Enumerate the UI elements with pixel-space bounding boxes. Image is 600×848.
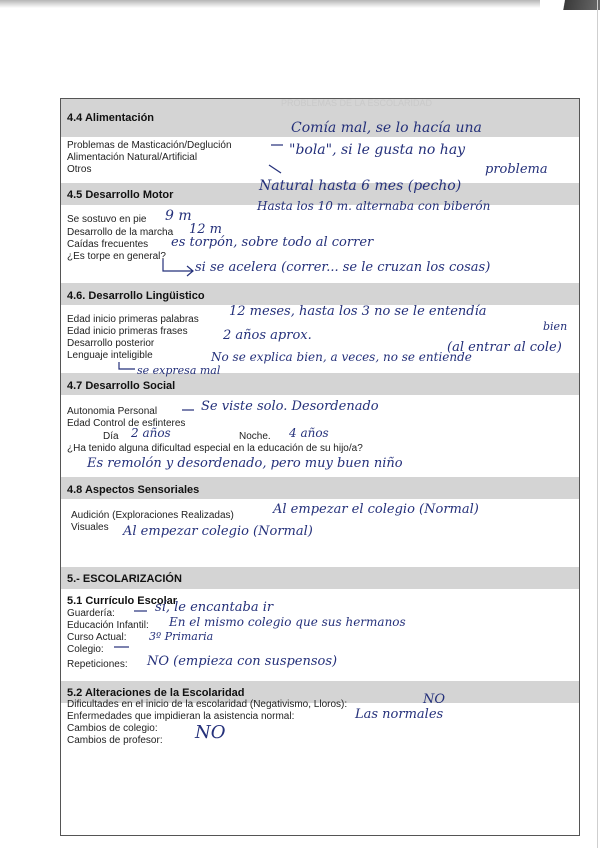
hw-masticacion-2: "bola", si le gusta no hay: [289, 142, 466, 158]
heading-social: 4.7 Desarrollo Social: [67, 380, 176, 392]
hw-sostuvo: 9 m: [165, 208, 192, 224]
label-otros: Otros: [67, 164, 92, 175]
heading-curriculo: 5.1 Currículo Escolar: [67, 595, 178, 607]
hw-otros: Hasta los 10 m. alternaba con biberón: [257, 199, 491, 213]
hw-curso: 3º Primaria: [149, 630, 214, 643]
label-primeras-palabras: Edad inicio primeras palabras: [67, 314, 199, 325]
hw-autonomia: Se viste solo. Desordenado: [201, 399, 379, 414]
hw-inteligible: No se explica bien, a veces, no se entiende: [211, 350, 472, 364]
label-alimentacion-natural: Alimentación Natural/Artificial: [67, 152, 198, 163]
ink-arrow-torpe: [159, 257, 199, 279]
label-dia: Día: [103, 431, 119, 442]
ink-dash-colegio: [111, 643, 135, 651]
heading-escolarizacion: 5.- ESCOLARIZACIÓN: [67, 573, 182, 585]
label-autonomia: Autonomia Personal: [67, 406, 158, 417]
ink-strokes-alimentacion: [261, 139, 291, 179]
label-sostuvo: Se sostuvo en pie: [67, 214, 147, 225]
hw-infantil: En el mismo colegio que sus hermanos: [169, 615, 406, 629]
label-dificultad: ¿Ha tenido alguna dificultad especial en la educación de su hijo/a?: [67, 443, 363, 454]
hw-enfermedades: Las normales: [355, 707, 444, 722]
label-marcha: Desarrollo de la marcha: [67, 227, 174, 238]
hw-torpe: si se acelera (correr... se le cruzan los cosas): [195, 260, 491, 275]
hw-guarderia: sí, le encantaba ir: [155, 600, 274, 615]
heading-sensoriales: 4.8 Aspectos Sensoriales: [67, 484, 200, 496]
scan-edge-right: [597, 0, 598, 848]
label-primeras-frases: Edad inicio primeras frases: [67, 326, 188, 337]
hw-noche: 4 años: [289, 426, 329, 440]
questionnaire-form: [60, 98, 580, 836]
label-infantil: Educación Infantil:: [67, 620, 149, 631]
label-lenguaje-inteligible: Lenguaje inteligible: [67, 350, 153, 361]
label-visuales: Visuales: [71, 522, 109, 533]
hw-masticacion-1: Comía mal, se lo hacía una: [291, 120, 482, 136]
label-noche: Noche.: [239, 431, 271, 442]
hw-repeticiones: NO (empieza con suspensos): [147, 654, 338, 669]
hw-dia: 2 años: [131, 426, 171, 440]
label-cambios-profesor: Cambios de profesor:: [67, 735, 163, 746]
label-caidas: Caídas frecuentes: [67, 239, 149, 250]
hw-posterior: (al entrar al cole): [447, 340, 562, 355]
ink-dash-autonomia: [179, 405, 199, 415]
ink-dash-guarderia: [131, 607, 153, 615]
label-masticacion: Problemas de Masticación/Deglución: [67, 140, 232, 151]
ghost-text: PROBLEMAS DE LA ESCOLARIDAD: [281, 98, 433, 108]
label-repeticiones: Repeticiones:: [67, 659, 128, 670]
hw-audicion: Al empezar el colegio (Normal): [273, 502, 479, 517]
hw-dificultad: Es remolón y desordenado, pero muy buen niño: [87, 456, 403, 471]
hw-dificultades: NO: [423, 692, 446, 707]
label-torpe: ¿Es torpe en general?: [67, 251, 166, 262]
label-cambios-colegio: Cambios de colegio:: [67, 723, 158, 734]
hw-masticacion-3: problema: [485, 162, 548, 177]
label-enfermedades: Enfermedades que impidieran la asistencia normal:: [67, 711, 295, 722]
hw-frases: 2 años aprox.: [223, 328, 312, 343]
hw-cambios: NO: [195, 722, 226, 743]
label-desarrollo-posterior: Desarrollo posterior: [67, 338, 155, 349]
scan-corner-fold: [540, 0, 600, 10]
hw-visuales: Al empezar colegio (Normal): [123, 524, 313, 539]
label-curso: Curso Actual:: [67, 632, 127, 643]
heading-motor: 4.5 Desarrollo Motor: [67, 189, 174, 201]
hw-caidas: es torpón, sobre todo al correr: [171, 235, 374, 250]
heading-alteraciones: 5.2 Alteraciones de la Escolaridad: [67, 687, 245, 699]
scan-shadow-top: [0, 0, 600, 8]
hw-palabras-2: bien: [543, 320, 568, 333]
label-audicion: Audición (Exploraciones Realizadas): [71, 510, 234, 521]
hw-marcha: 12 m: [189, 222, 223, 237]
hw-alimentacion: Natural hasta 6 mes (pecho): [259, 178, 462, 194]
heading-alimentacion: 4.4 Alimentación: [67, 112, 155, 124]
hw-inteligible-2: se expresa mal: [137, 364, 221, 377]
hw-palabras: 12 meses, hasta los 3 no se le entendía: [229, 304, 487, 319]
heading-linguistico: 4.6. Desarrollo Lingüistico: [67, 290, 205, 302]
label-colegio: Colegio:: [67, 644, 104, 655]
ink-arrow-inteligible: [115, 361, 139, 377]
label-esfinteres: Edad Control de esfinteres: [67, 418, 186, 429]
label-dificultades-inicio: Dificultades en el inicio de la escolaridad (Negativismo, Lloros):: [67, 699, 348, 710]
label-guarderia: Guardería:: [67, 608, 115, 619]
